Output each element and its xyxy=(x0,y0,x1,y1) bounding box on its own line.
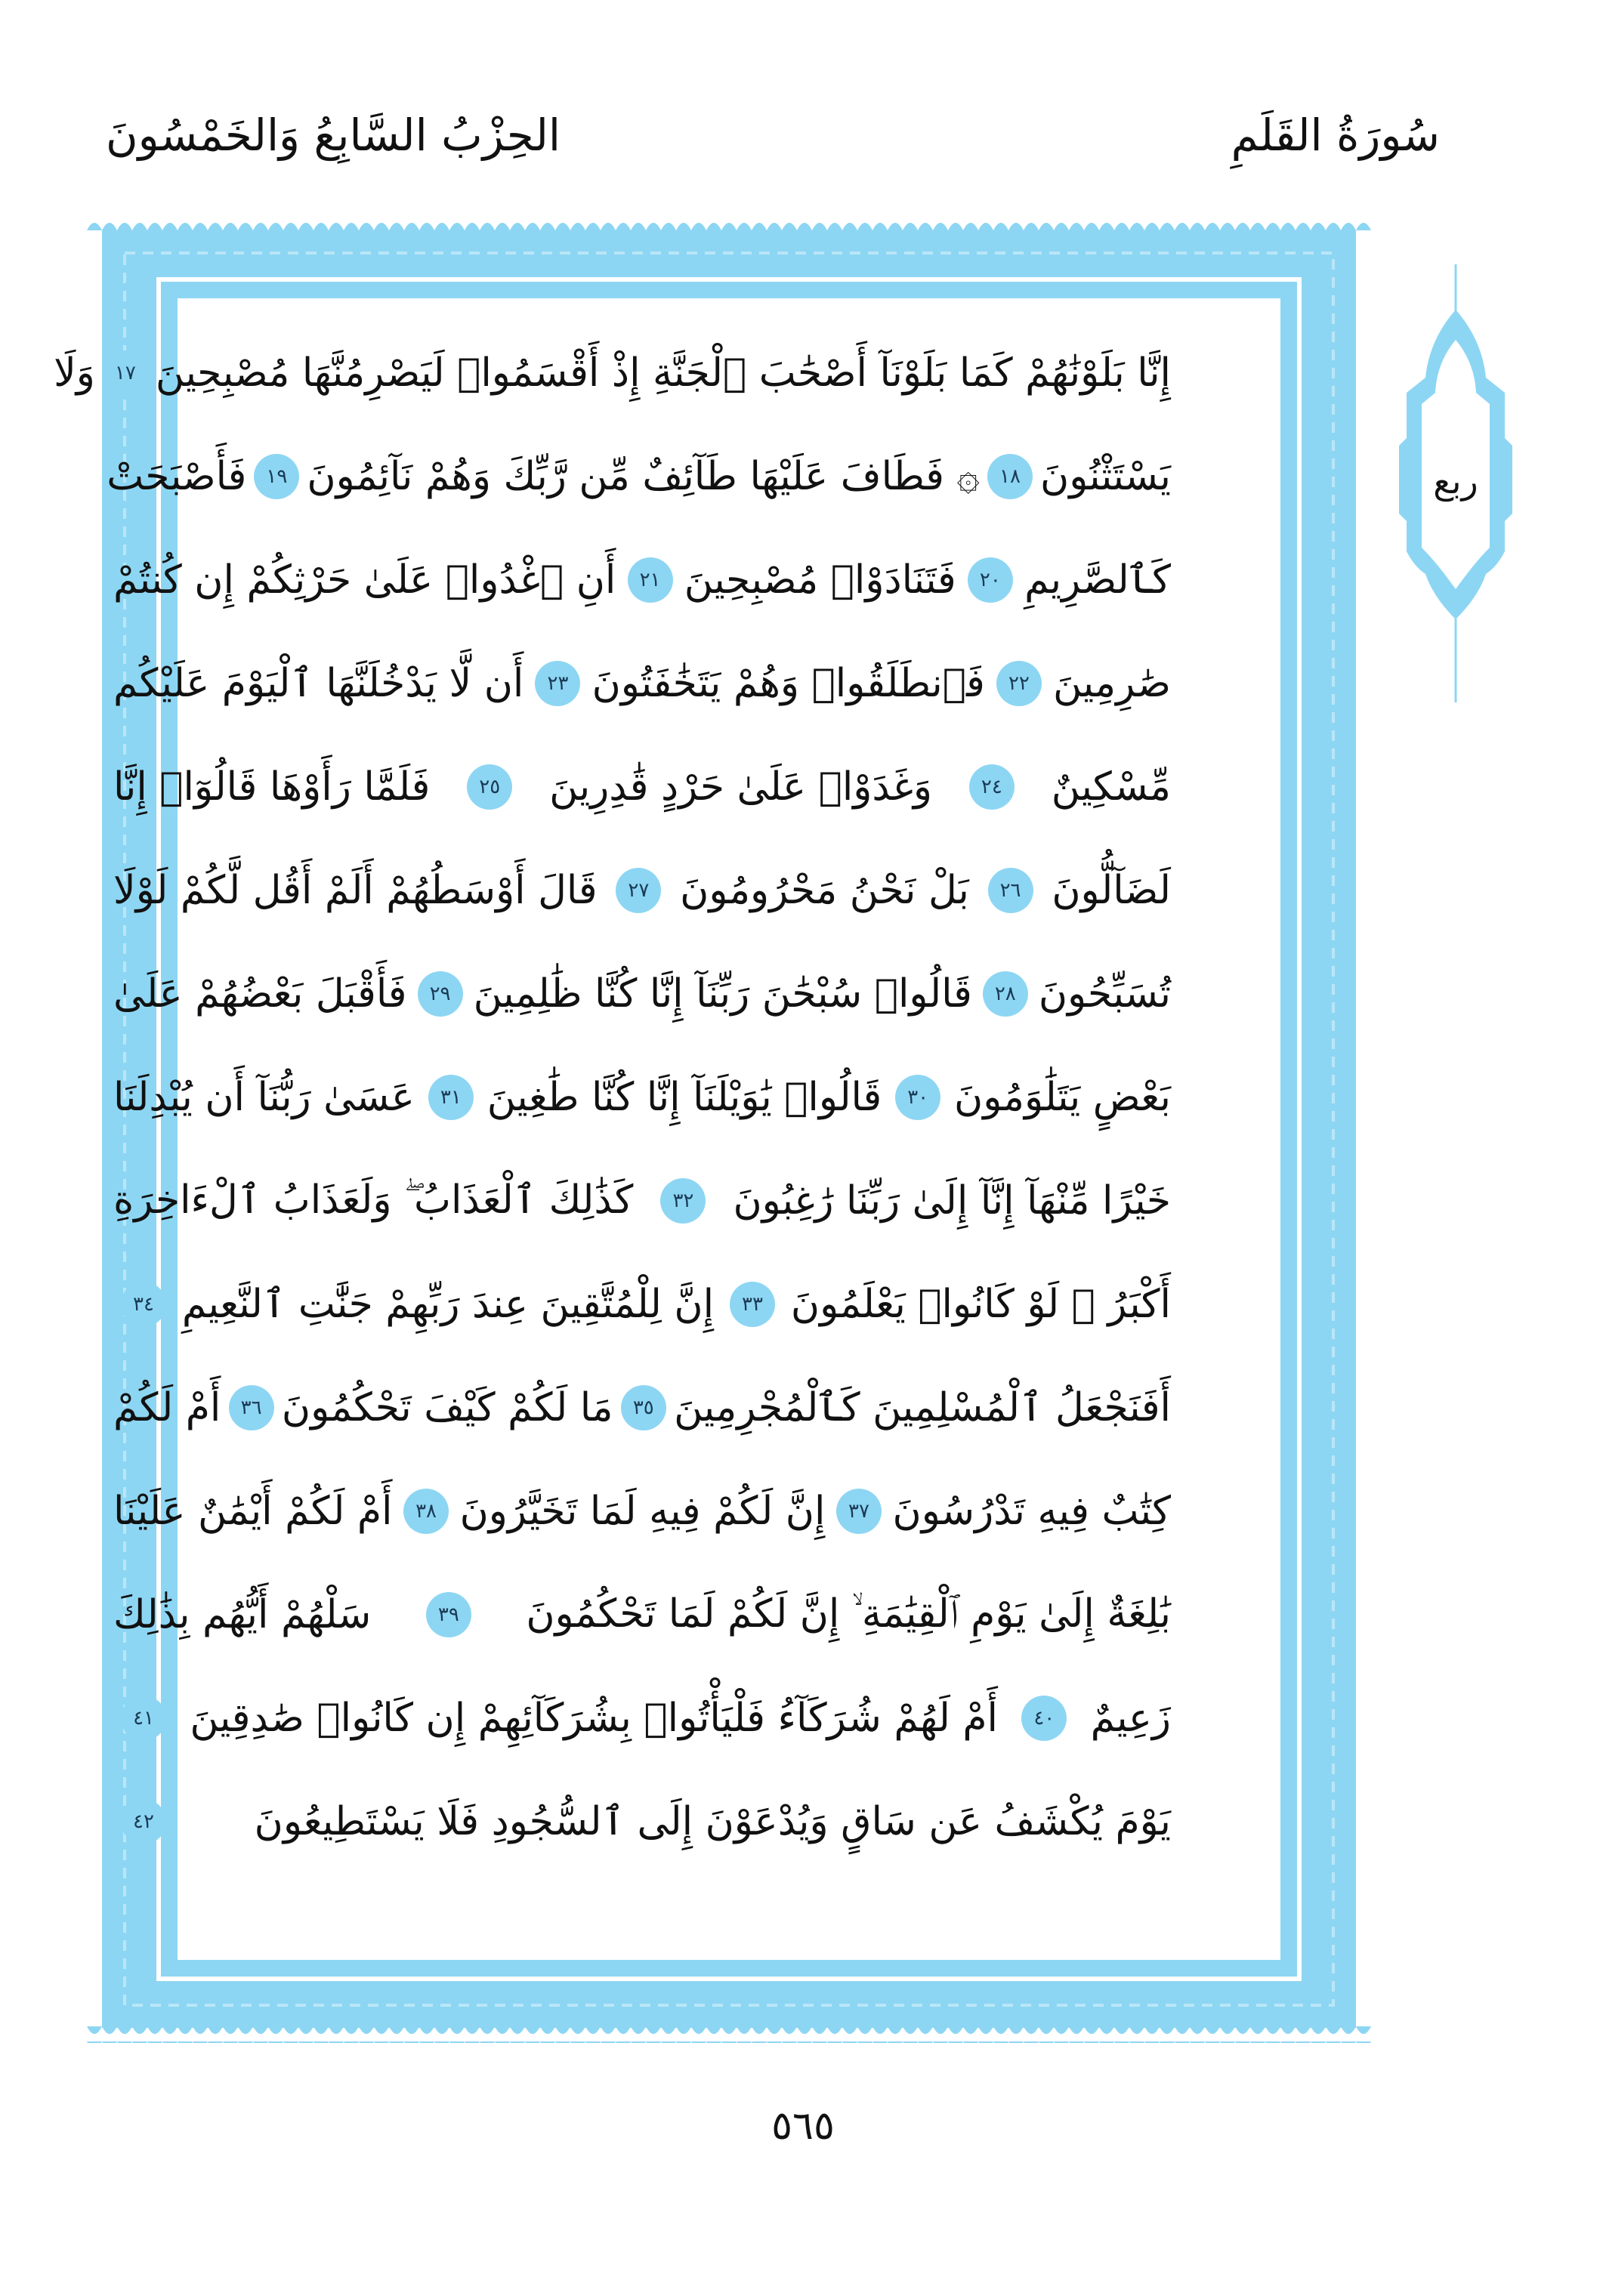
ayah-number-badge: ٣٩ xyxy=(426,1592,471,1637)
text-line xyxy=(113,1563,1171,1666)
verse-text: بَعْضٍ يَتَلَٰوَمُونَ xyxy=(954,1074,1171,1120)
text-line xyxy=(107,424,1171,528)
verse-text: أَمْ لَكُمْ أَيْمَٰنٌ عَلَيْنَا xyxy=(113,1488,393,1534)
verse-text: ۞ فَطَافَ عَلَيْهَا طَآئِفٌ مِّن رَّبِّكَ وَهُمْ نَآئِمُونَ xyxy=(307,453,980,499)
text-line xyxy=(113,1356,1171,1459)
verse-text: فَأَصْبَحَتْ xyxy=(107,453,247,499)
rub-label: ربع xyxy=(1433,461,1478,501)
ayah-number-badge: ٢٢ xyxy=(996,661,1042,706)
text-line xyxy=(113,838,1171,942)
ayah-number-badge: ٣٥ xyxy=(621,1385,666,1430)
verse-text: فَلَمَّا رَأَوْهَا قَالُوٓا۟ إِنَّا xyxy=(113,764,431,810)
verse-text: كِتَٰبٌ فِيهِ تَدْرُسُونَ xyxy=(892,1488,1171,1534)
verse-text: فَتَنَادَوْا۟ مُصْبِحِينَ xyxy=(684,557,956,603)
text-line xyxy=(113,1459,1171,1563)
verse-text: قَالُوا۟ سُبْحَٰنَ رَبِّنَآ إِنَّا كُنَّا ظَٰلِمِينَ xyxy=(473,971,972,1017)
verse-text: فَٱنطَلَقُوا۟ وَهُمْ يَتَخَٰفَتُونَ xyxy=(591,660,985,706)
text-line xyxy=(113,1666,1171,1770)
ayah-number-badge: ١٩ xyxy=(254,454,299,499)
verse-text: يَوْمَ يُكْشَفُ عَن سَاقٍ وَيُدْعَوْنَ إِلَى ٱلسُّجُودِ فَلَا يَسْتَطِيعُونَ xyxy=(254,1798,1171,1844)
verse-text: مِّسْكِينٌ xyxy=(1051,764,1171,810)
verse-text: بَٰلِغَةٌ إِلَىٰ يَوْمِ ٱلْقِيَٰمَةِ ۙ إِنَّ لَكُمْ لَمَا تَحْكُمُونَ xyxy=(526,1591,1171,1637)
verse-text: يَسْتَثْنُونَ xyxy=(1040,453,1171,499)
verse-text: قَالُوا۟ يَٰوَيْلَنَآ إِنَّا كُنَّا طَٰغِينَ xyxy=(486,1074,882,1120)
text-line xyxy=(113,735,1171,838)
ayah-number-badge: ٣١ xyxy=(428,1075,474,1120)
ayah-number-badge: ٢٩ xyxy=(418,971,463,1017)
surah-title: سُورَةُ القَلَمِ xyxy=(1231,110,1440,161)
verse-text: وَلَا xyxy=(54,350,95,396)
ayah-number-badge: ٢٠ xyxy=(968,557,1013,603)
verse-text: صَٰرِمِينَ xyxy=(1053,660,1171,706)
page-number: ٥٦٥ xyxy=(771,2103,835,2149)
ayah-number-badge: ٣٢ xyxy=(660,1178,706,1224)
ayah-number-badge: ٢١ xyxy=(628,557,673,603)
verse-text: أَمْ لَكُمْ xyxy=(113,1384,221,1430)
hizb-title: الحِزْبُ السَّابِعُ وَالخَمْسُونَ xyxy=(106,110,561,161)
verse-text: أَمْ لَهُمْ شُرَكَآءُ فَلْيَأْتُوا۟ بِشُرَكَآئِهِمْ إِن كَانُوا۟ صَٰدِقِينَ xyxy=(190,1695,998,1741)
verse-text: لَضَآلُّونَ xyxy=(1052,867,1171,913)
ayah-number-badge: ٤١ xyxy=(121,1696,166,1741)
verse-text: سَلْهُمْ أَيُّهُم بِذَٰلِكَ xyxy=(113,1591,372,1637)
verse-text: إِنَّا بَلَوْنَٰهُمْ كَمَا بَلَوْنَآ أَصْحَٰبَ ٱلْجَنَّةِ إِذْ أَقْسَمُوا۟ لَيَصْرِمُنَّهَا مُصْبِحِينَ xyxy=(155,350,1171,396)
verse-text: تُسَبِّحُونَ xyxy=(1038,971,1171,1017)
verse-text: وَغَدَوْا۟ عَلَىٰ حَرْدٍ قَٰدِرِينَ xyxy=(549,764,932,810)
verse-text: أَفَنَجْعَلُ ٱلْمُسْلِمِينَ كَٱلْمُجْرِمِينَ xyxy=(674,1384,1171,1430)
verse-text: عَسَىٰ رَبُّنَآ أَن يُبْدِلَنَا xyxy=(113,1074,415,1120)
ayah-number-badge: ٢٥ xyxy=(467,764,512,810)
ayah-number-badge: ٤٢ xyxy=(121,1799,166,1844)
text-line xyxy=(113,1149,1171,1252)
ayah-number-badge: ٣٤ xyxy=(121,1282,166,1327)
verse-text: أَن لَّا يَدْخُلَنَّهَا ٱلْيَوْمَ عَلَيْكُم xyxy=(113,660,524,706)
ayah-number-badge: ٣٠ xyxy=(895,1075,940,1120)
verse-text: أَكْبَرُ ۚ لَوْ كَانُوا۟ يَعْلَمُونَ xyxy=(790,1281,1171,1327)
verse-text: قَالَ أَوْسَطُهُمْ أَلَمْ أَقُل لَّكُمْ لَوْلَا xyxy=(113,867,598,913)
text-line xyxy=(113,942,1171,1045)
text-line xyxy=(113,528,1171,631)
ayah-number-badge: ٢٧ xyxy=(616,868,661,913)
text-line xyxy=(113,1252,1171,1356)
text-line xyxy=(113,1045,1171,1149)
ayah-number-badge: ٣٣ xyxy=(730,1282,775,1327)
ayah-number-badge: ٣٨ xyxy=(403,1489,449,1534)
text-line xyxy=(54,321,1171,424)
verse-text: كَٱلصَّرِيمِ xyxy=(1024,557,1171,603)
ayah-number-badge: ٢٤ xyxy=(969,764,1015,810)
ayah-number-badge: ٢٣ xyxy=(535,661,580,706)
ayah-number-badge: ٤٠ xyxy=(1021,1696,1067,1741)
ayah-number-badge: ٣٦ xyxy=(229,1385,274,1430)
verse-text: فَأَقْبَلَ بَعْضُهُمْ عَلَىٰ xyxy=(113,971,407,1017)
verse-text: كَذَٰلِكَ ٱلْعَذَابُ ۖ وَلَعَذَابُ ٱلْءَاخِرَةِ xyxy=(113,1177,634,1223)
text-line xyxy=(113,1770,1171,1873)
text-line xyxy=(113,631,1171,735)
ayah-number-badge: ١٧ xyxy=(103,350,148,396)
verse-text: خَيْرًا مِّنْهَآ إِنَّآ إِلَىٰ رَبِّنَا رَٰغِبُونَ xyxy=(733,1177,1171,1224)
verse-text: بَلْ نَحْنُ مَحْرُومُونَ xyxy=(680,867,969,913)
verse-text: إِنَّ لَكُمْ فِيهِ لَمَا تَخَيَّرُونَ xyxy=(459,1488,826,1534)
verse-text: زَعِيمٌ xyxy=(1090,1695,1171,1741)
ayah-number-badge: ٢٨ xyxy=(983,971,1028,1017)
verse-text: أَنِ ٱغْدُوا۟ عَلَىٰ حَرْثِكُمْ إِن كُنتُمْ xyxy=(113,557,616,603)
quran-text-block xyxy=(54,321,1171,1873)
ayah-number-badge: ٣٧ xyxy=(836,1489,882,1534)
verse-text: مَا لَكُمْ كَيْفَ تَحْكُمُونَ xyxy=(281,1384,613,1430)
verse-text: إِنَّ لِلْمُتَّقِينَ عِندَ رَبِّهِمْ جَنَّٰتِ ٱلنَّعِيمِ xyxy=(181,1281,715,1327)
ayah-number-badge: ٢٦ xyxy=(988,868,1033,913)
ayah-number-badge: ١٨ xyxy=(987,454,1033,499)
